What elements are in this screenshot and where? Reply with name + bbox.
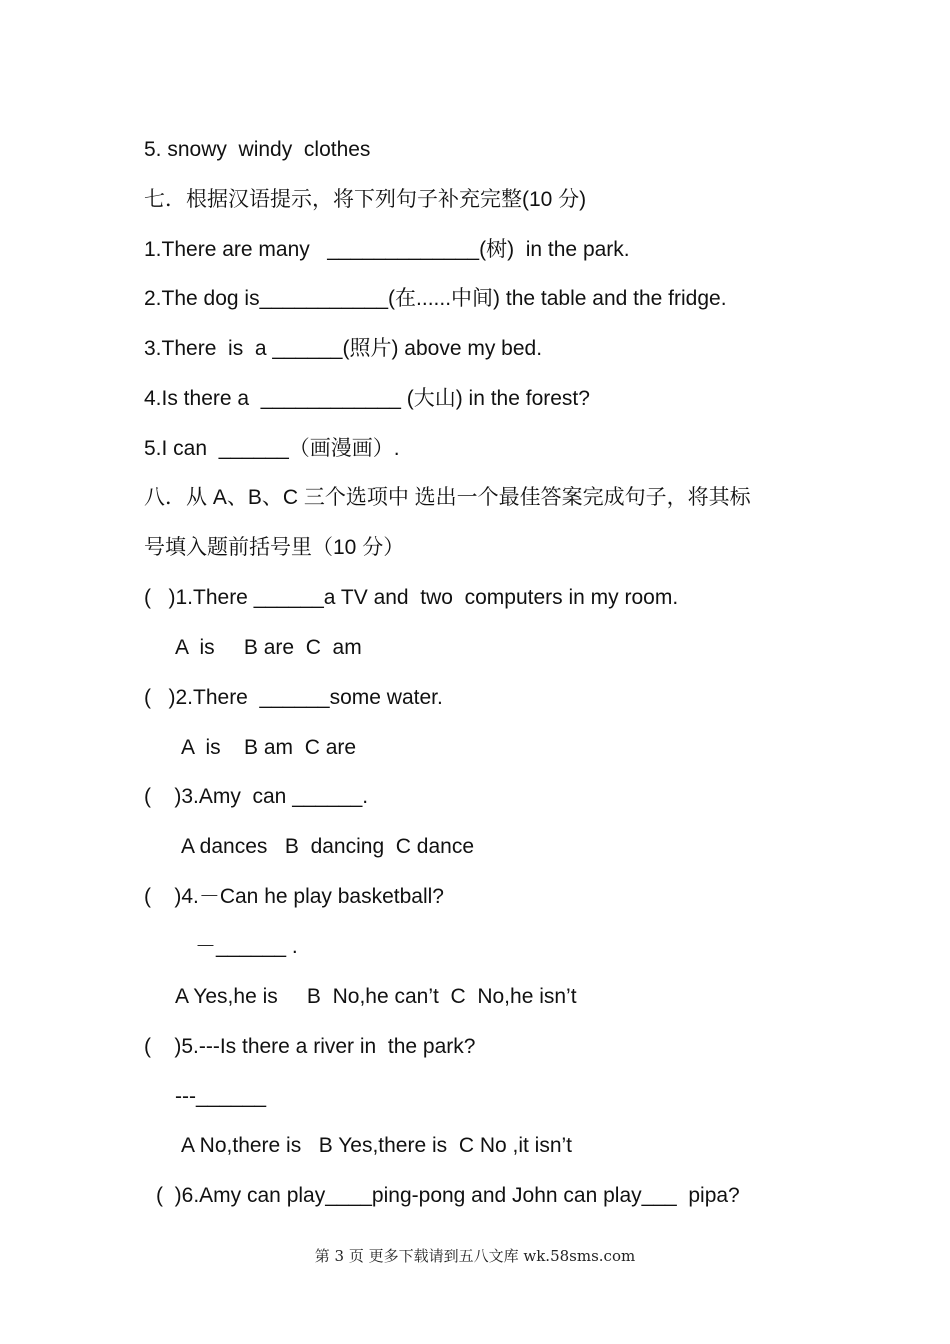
section7-question-4: 4.Is there a ____________ (大山) in the forest?	[144, 387, 590, 410]
section7-heading: 七．根据汉语提示，将下列句子补充完整(10 分)	[144, 188, 587, 211]
section8-heading-line2: 号填入题前括号里（10 分）	[144, 536, 405, 559]
section7-question-2: 2.The dog is___________(在......中间) the table and the fridge.	[144, 287, 727, 310]
section8-q5-stem: ( )5.---Is there a river in the park?	[144, 1035, 476, 1058]
section8-q1-stem: ( )1.There ______a TV and two computers in my room.	[144, 586, 679, 609]
section8-q3-stem: ( )3.Amy can ______.	[144, 785, 369, 808]
section8-q3-options: A dances B dancing C dance	[181, 835, 475, 858]
section8-q2-stem: ( )2.There ______some water.	[144, 686, 443, 709]
section8-q6-stem: ( )6.Amy can play____ping-pong and John can play___ pipa?	[156, 1184, 740, 1207]
section8-heading-line1: 八．从 A、B、C 三个选项中 选出一个最佳答案完成句子，将其标	[144, 486, 751, 509]
section8-q4-answer-line: －______ .	[195, 935, 298, 958]
page-footer: 第 3 页 更多下载请到五八文库 wk.58sms.com	[314, 1247, 636, 1265]
section6-question-5: 5. snowy windy clothes	[144, 138, 371, 161]
section8-q1-options: A is B are C am	[175, 636, 362, 659]
section8-q4-stem: ( )4.－Can he play basketball?	[144, 885, 444, 908]
section8-q4-options: A Yes,he is B No,he can’t C No,he isn’t	[175, 985, 577, 1008]
section7-question-3: 3.There is a ______(照片) above my bed.	[144, 337, 543, 360]
section8-q5-answer-line: ---______	[175, 1085, 267, 1108]
section8-q5-options: A No,there is B Yes,there is C No ,it isn’t	[181, 1134, 573, 1157]
section7-question-5: 5.I can ______（画漫画）.	[144, 437, 400, 460]
section7-question-1: 1.There are many _____________(树) in the park.	[144, 238, 630, 261]
section8-q2-options: A is B am C are	[181, 736, 357, 759]
